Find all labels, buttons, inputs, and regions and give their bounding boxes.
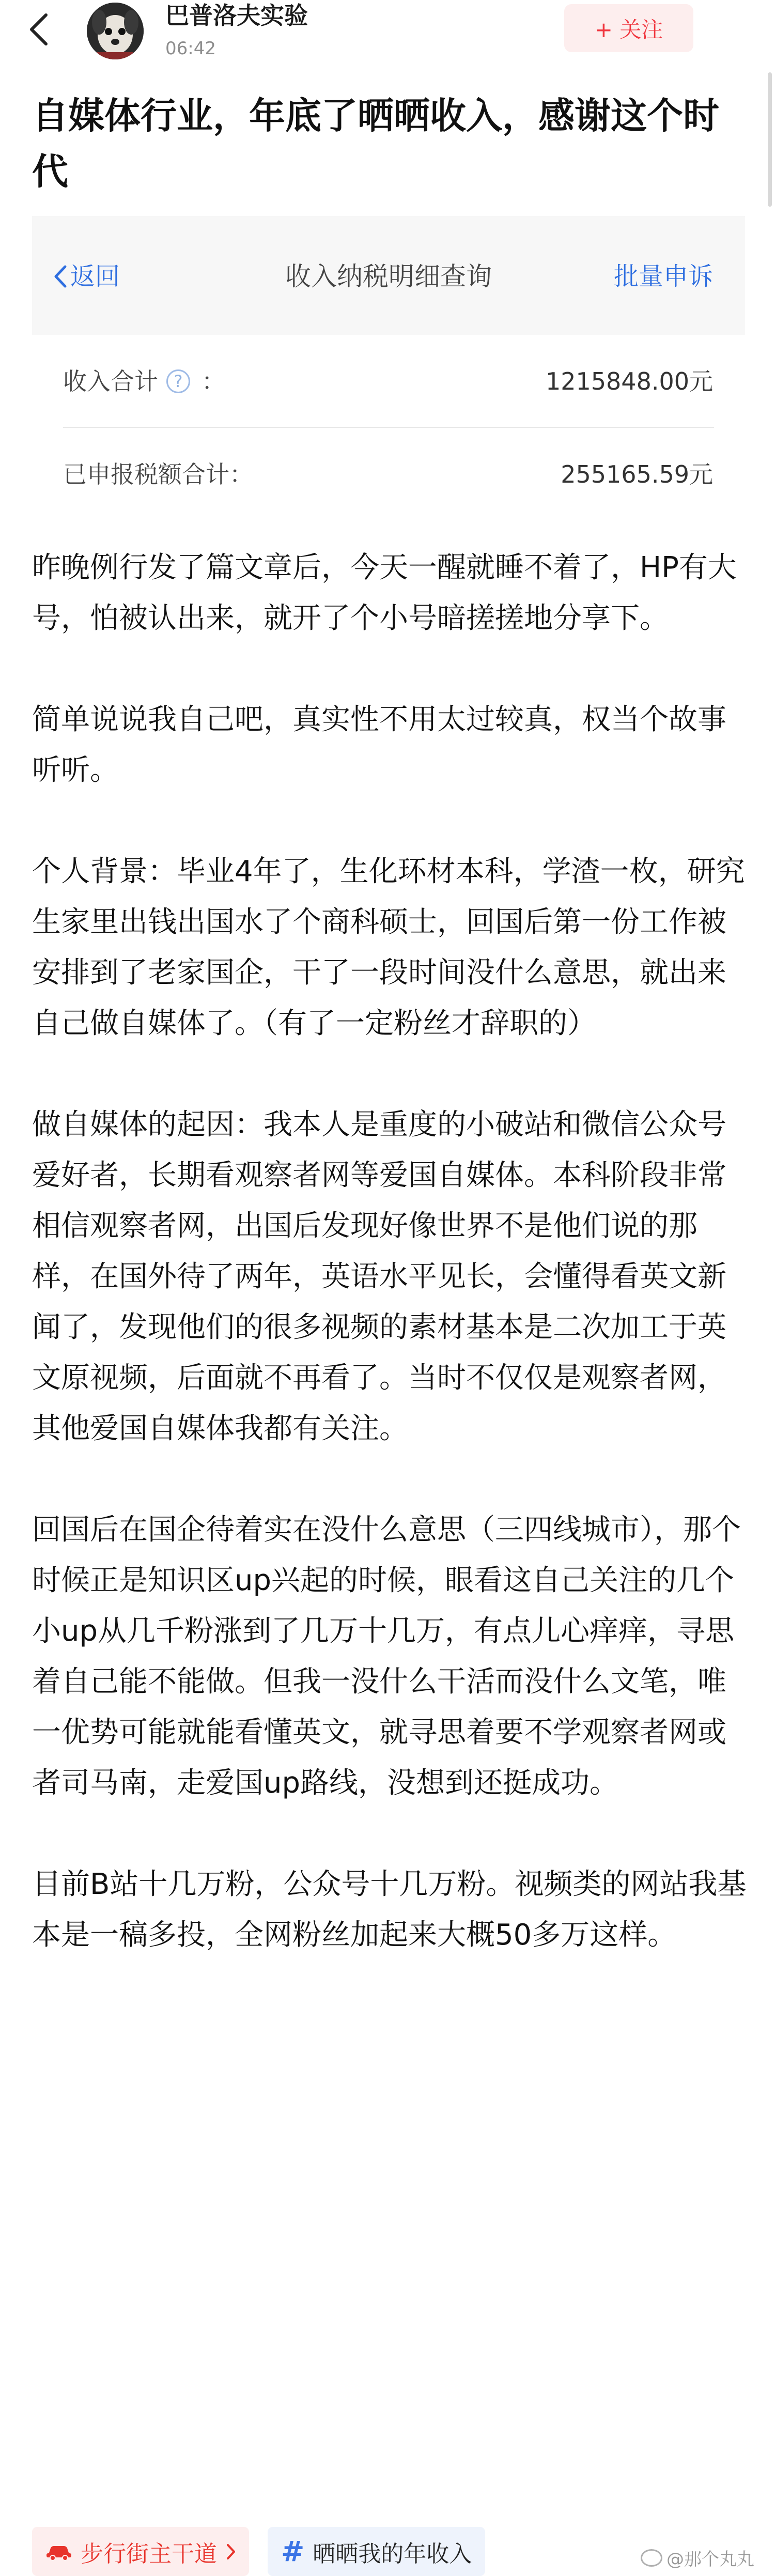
paragraph: 目前B站十几万粉，公众号十几万粉。视频类的网站我基本是一稿多投，全网粉丝加起来大概50多万这样。	[32, 1868, 747, 1952]
watermark	[641, 2545, 754, 2570]
income-total-row	[32, 335, 745, 428]
income-total-value: 1215848.00元	[545, 367, 713, 395]
income-total-label: 收入合计	[63, 367, 158, 395]
car-icon	[45, 2543, 72, 2560]
post-body	[32, 543, 750, 2011]
tax-card-title: 收入纳税明细查询	[285, 261, 492, 291]
post-title: 自媒体行业，年底了晒晒收入，感谢这个时代	[32, 95, 719, 193]
back-button[interactable]	[23, 11, 54, 48]
watermark-text: @那个丸丸	[667, 2549, 754, 2570]
income-total-colon: ：	[202, 367, 225, 395]
tax-screenshot-card	[32, 216, 745, 521]
tax-total-row	[32, 428, 745, 521]
topic-tag-label: 步行街主干道	[81, 2540, 217, 2567]
chevron-right-icon	[226, 2543, 236, 2560]
hashtag-label: 晒晒我的年收入	[313, 2540, 472, 2567]
scrollbar[interactable]	[768, 72, 772, 207]
paragraph: 昨晚例行发了篇文章后，今天一醒就睡不着了，HP有大号，怕被认出来，就开了个小号暗搓搓地分享下。	[32, 551, 737, 635]
post-tags	[32, 2527, 485, 2576]
paragraph: 个人背景：毕业4年了，生化环材本科，学渣一枚，研究生家里出钱出国水了个商科硕士，回国后第一份工作被安排到了老家国企，干了一段时间没什么意思，就出来自己做自媒体了。（有了一定粉丝才辞职的）	[32, 855, 745, 1040]
paragraph: 简单说说我自己吧，真实性不用太过较真，权当个故事听听。	[32, 703, 726, 787]
tax-card-appeal: 批量申诉	[613, 262, 713, 291]
tax-card-header	[32, 216, 745, 335]
follow-button[interactable]: + 关注	[564, 4, 693, 52]
help-icon: ?	[166, 369, 190, 393]
weibo-logo-icon	[641, 2549, 662, 2567]
author-avatar[interactable]	[87, 3, 144, 59]
post-time: 06:42	[165, 38, 216, 59]
topic-tag[interactable]	[32, 2527, 249, 2576]
tax-total-value: 255165.59元	[561, 460, 713, 488]
hashtag-tag[interactable]	[268, 2527, 485, 2576]
paragraph: 回国后在国企待着实在没什么意思（三四线城市），那个时候正是知识区up兴起的时候，眼看这自己关注的几个小up从几千粉涨到了几万十几万，有点儿心痒痒，寻思着自己能不能做。但我一没什么干活而没什么文笔，唯一优势可能就能看懂英文，就寻思着要不学观察者网或者司马南，走爱国up路线，没想到还挺成功。	[32, 1513, 741, 1800]
top-nav-bar	[0, 0, 775, 65]
paragraph: 做自媒体的起因：我本人是重度的小破站和微信公众号爱好者，长期看观察者网等爱国自媒体。本科阶段非常相信观察者网，出国后发现好像世界不是他们说的那样，在国外待了两年，英语水平见长，会懂得看英文新闻了，发现他们的很多视频的素材基本是二次加工于英文原视频，后面就不再看了。当时不仅仅是观察者网，其他爱国自媒体我都有关注。	[32, 1108, 726, 1445]
tax-total-label: 已申报税额合计：	[63, 460, 253, 488]
hash-icon: #	[281, 2535, 305, 2568]
dog-avatar-icon	[87, 3, 144, 59]
author-name[interactable]: 巴普洛夫实验	[165, 2, 308, 29]
chevron-left-icon	[28, 13, 49, 46]
tax-card-back-label: 返回	[70, 262, 120, 291]
